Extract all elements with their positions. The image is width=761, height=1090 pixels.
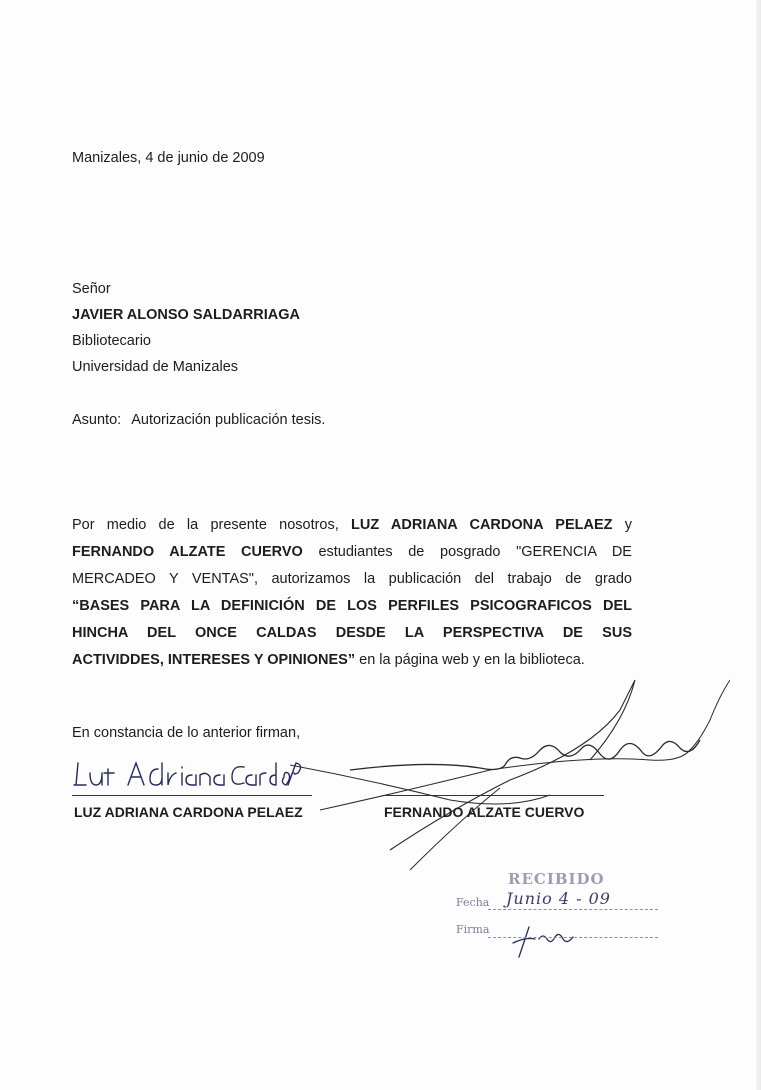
stamp-fecha-label: Fecha (456, 896, 490, 909)
body-line-3: MERCADEO Y VENTAS", autorizamos la publicación del trabajo de grado (72, 571, 632, 587)
thesis-title-end: ACTIVIDDES, INTERESES Y OPINIONES” (72, 652, 356, 668)
body-author-2: FERNANDO ALZATE CUERVO (72, 544, 303, 560)
body-author-1: LUZ ADRIANA CARDONA PELAEZ (351, 517, 613, 533)
signature-2-line (382, 795, 604, 796)
signature-2-handwritten (290, 670, 730, 880)
signature-1-line (72, 795, 312, 796)
signer-1-name: LUZ ADRIANA CARDONA PELAEZ (74, 804, 303, 820)
body-line-5: HINCHA DEL ONCE CALDAS DESDE LA PERSPECTIVA DE SUS (72, 625, 632, 641)
body-text: estudiantes de posgrado "GERENCIA DE (318, 544, 632, 560)
stamp-firma-label: Firma (456, 923, 490, 936)
recipient-name: JAVIER ALONSO SALDARRIAGA (72, 307, 300, 323)
stamp-firma-line (488, 937, 658, 938)
stamp-fecha-value: Junio 4 - 09 (506, 889, 611, 908)
body-paragraph (72, 512, 632, 674)
salutation: Señor (72, 281, 111, 297)
recipient-org: Universidad de Manizales (72, 359, 239, 375)
body-text: Por medio de la presente nosotros, (72, 517, 339, 533)
stamp-title: RECIBIDO (508, 870, 605, 888)
place-date: Manizales, 4 de junio de 2009 (72, 150, 265, 166)
body-text: en la página web y en la biblioteca. (359, 652, 585, 668)
subject-label: Asunto: (72, 412, 122, 428)
body-line-2 (72, 539, 632, 566)
recipient-role: Bibliotecario (72, 333, 151, 349)
closing-text: En constancia de lo anterior firman, (72, 725, 301, 741)
stamp-fecha-line (488, 909, 658, 910)
signature-1-handwritten (72, 755, 302, 795)
signer-2-name: FERNANDO ALZATE CUERVO (384, 804, 585, 820)
body-line-1 (72, 512, 632, 539)
subject-line (72, 412, 325, 428)
body-line-4: “BASES PARA LA DEFINICIÓN DE LOS PERFILES PSICOGRAFICOS DEL (72, 598, 632, 614)
body-text: y (624, 517, 633, 533)
subject-text: Autorización publicación tesis. (131, 412, 326, 428)
